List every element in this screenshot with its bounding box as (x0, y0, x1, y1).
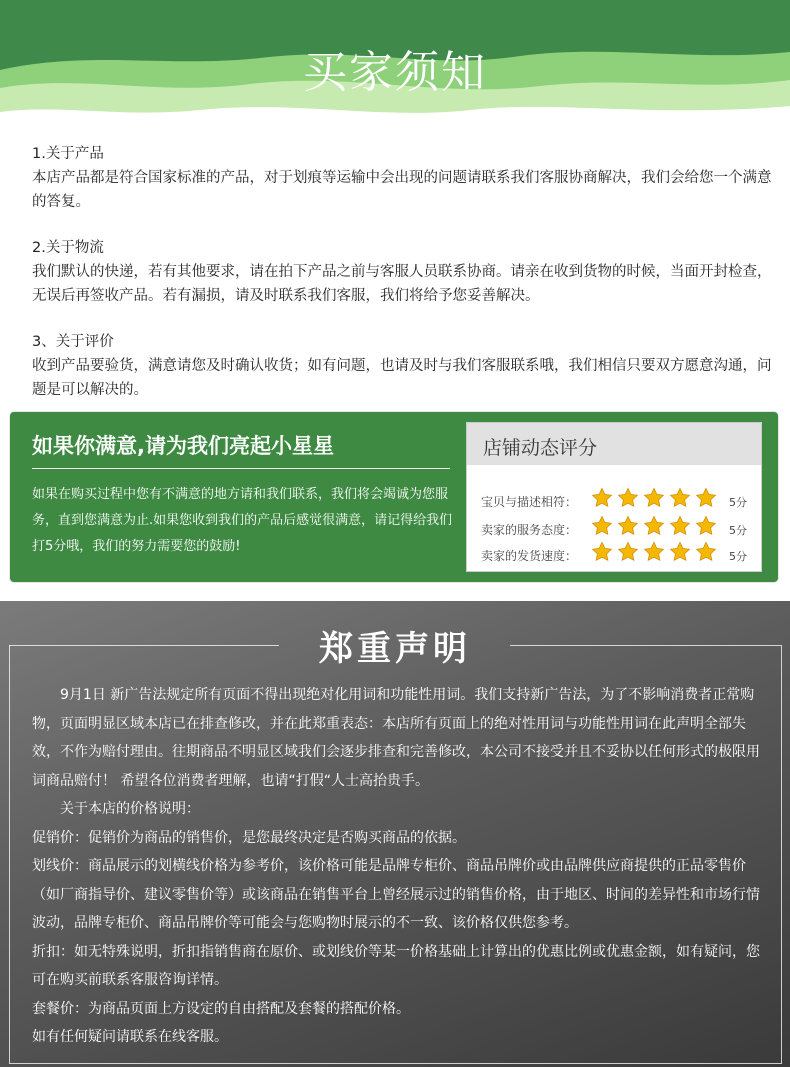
star-icon (617, 487, 639, 509)
banner-title: 如果你满意,请为我们亮起小星星 (32, 434, 334, 458)
price-heading: 关于本店的价格说明： (60, 801, 200, 817)
star-icon (591, 541, 613, 563)
section-title: 1.关于产品 (32, 146, 104, 162)
score-label: 卖家的发货速度： (481, 549, 578, 563)
score-row-service (481, 515, 757, 541)
strike-price-note: 划线价：商品展示的划横线价格为参考价，该价格可能是品牌专柜价、商品吊牌价或由品牌供应商提供的正品零售价（如厂商指导价、建议零售价等）或该商品在销售平台上曾经展示过的销售价格，由于地区、时间的差异性和市场行情波动，品牌专柜价、商品吊牌价等可能会与您购物时展示的不一致、该价格仅供您参考。 (32, 858, 760, 931)
star-icon (591, 515, 613, 537)
star-icon (669, 487, 691, 509)
star-icon (669, 515, 691, 537)
declaration-section (0, 601, 790, 1067)
score-value: 5分 (729, 524, 747, 537)
page-title: 买家须知 (303, 47, 487, 98)
header-banner (0, 0, 790, 125)
star-icon (669, 541, 691, 563)
section-title: 3、关于评价 (32, 334, 114, 350)
declaration-body (32, 681, 762, 1052)
divider (32, 468, 450, 469)
star-icon (643, 541, 665, 563)
star-icon (643, 515, 665, 537)
score-header (467, 423, 761, 465)
declaration-paragraph: 9月1日 新广告法规定所有页面不得出现绝对化用词和功能性用词。我们支持新广告法，为了不影响消费者正常购物，页面明显区域本店已在排查修改，并在此郑重表态：本店所有页面上的绝对性用词与功能性用词在此声明全部失效，不作为赔付理由。往期商品不明显区域我们会逐步排查和完善修改，本公司不接受并且不妥协以任何形式的极限用词商品赔付！ 希望各位消费者理解，也请“打假“人士高抬贵手。 (32, 687, 760, 789)
discount-note: 折扣：如无特殊说明，折扣指销售商在原价、或划线价等某一价格基础上计算出的优惠比例或优惠金额，如有疑问，您可在购买前联系客服咨询详情。 (32, 943, 760, 988)
star-icon (695, 487, 717, 509)
score-label: 宝贝与描述相符： (481, 495, 578, 509)
notice-list (32, 142, 772, 424)
notice-section-product (32, 142, 772, 214)
star-icon (617, 541, 639, 563)
score-label: 卖家的服务态度： (481, 523, 578, 537)
promo-price-note: 促销价：促销价为商品的销售价，是您最终决定是否购买商品的依据。 (32, 829, 466, 846)
banner-text: 如果在购买过程中您有不满意的地方请和我们联系，我们将会竭诚为您服务，直到您满意为止.如果您收到我们的产品后感觉很满意，请记得给我们打5分哦，我们的努力需要您的鼓励! (32, 487, 453, 554)
notice-section-review (32, 330, 772, 402)
section-body: 本店产品都是符合国家标准的产品，对于划痕等运输中会出现的问题请联系我们客服协商解决，我们会给您一个满意的答复。 (32, 170, 772, 210)
star-icon (617, 515, 639, 537)
star-icon (591, 487, 613, 509)
notice-section-logistics (32, 236, 772, 308)
rating-banner (10, 412, 778, 582)
contact-note: 如有任何疑问请联系在线客服。 (32, 1029, 228, 1045)
score-row-shipping (481, 541, 757, 567)
score-title: 店铺动态评分 (483, 437, 598, 459)
bundle-price-note: 套餐价：为商品页面上方设定的自由搭配及套餐的搭配价格。 (32, 1000, 410, 1017)
section-body: 我们默认的快递，若有其他要求，请在拍下产品之前与客服人员联系协商。请亲在收到货物的时候，当面开封检查，无误后再签收产品。若有漏损，请及时联系我们客服，我们将给予您妥善解决。 (32, 264, 772, 304)
declaration-title: 郑重声明 (319, 629, 471, 669)
star-icon (695, 541, 717, 563)
star-icon (643, 487, 665, 509)
score-value: 5分 (729, 550, 747, 563)
score-value: 5分 (729, 496, 747, 509)
section-title: 2.关于物流 (32, 240, 104, 256)
section-body: 收到产品要验货，满意请您及时确认收货；如有问题，也请及时与我们客服联系哦，我们相信只要双方愿意沟通，问题是可以解决的。 (32, 358, 772, 398)
store-score-panel (466, 422, 762, 572)
score-row-description (481, 487, 757, 513)
star-icon (695, 515, 717, 537)
